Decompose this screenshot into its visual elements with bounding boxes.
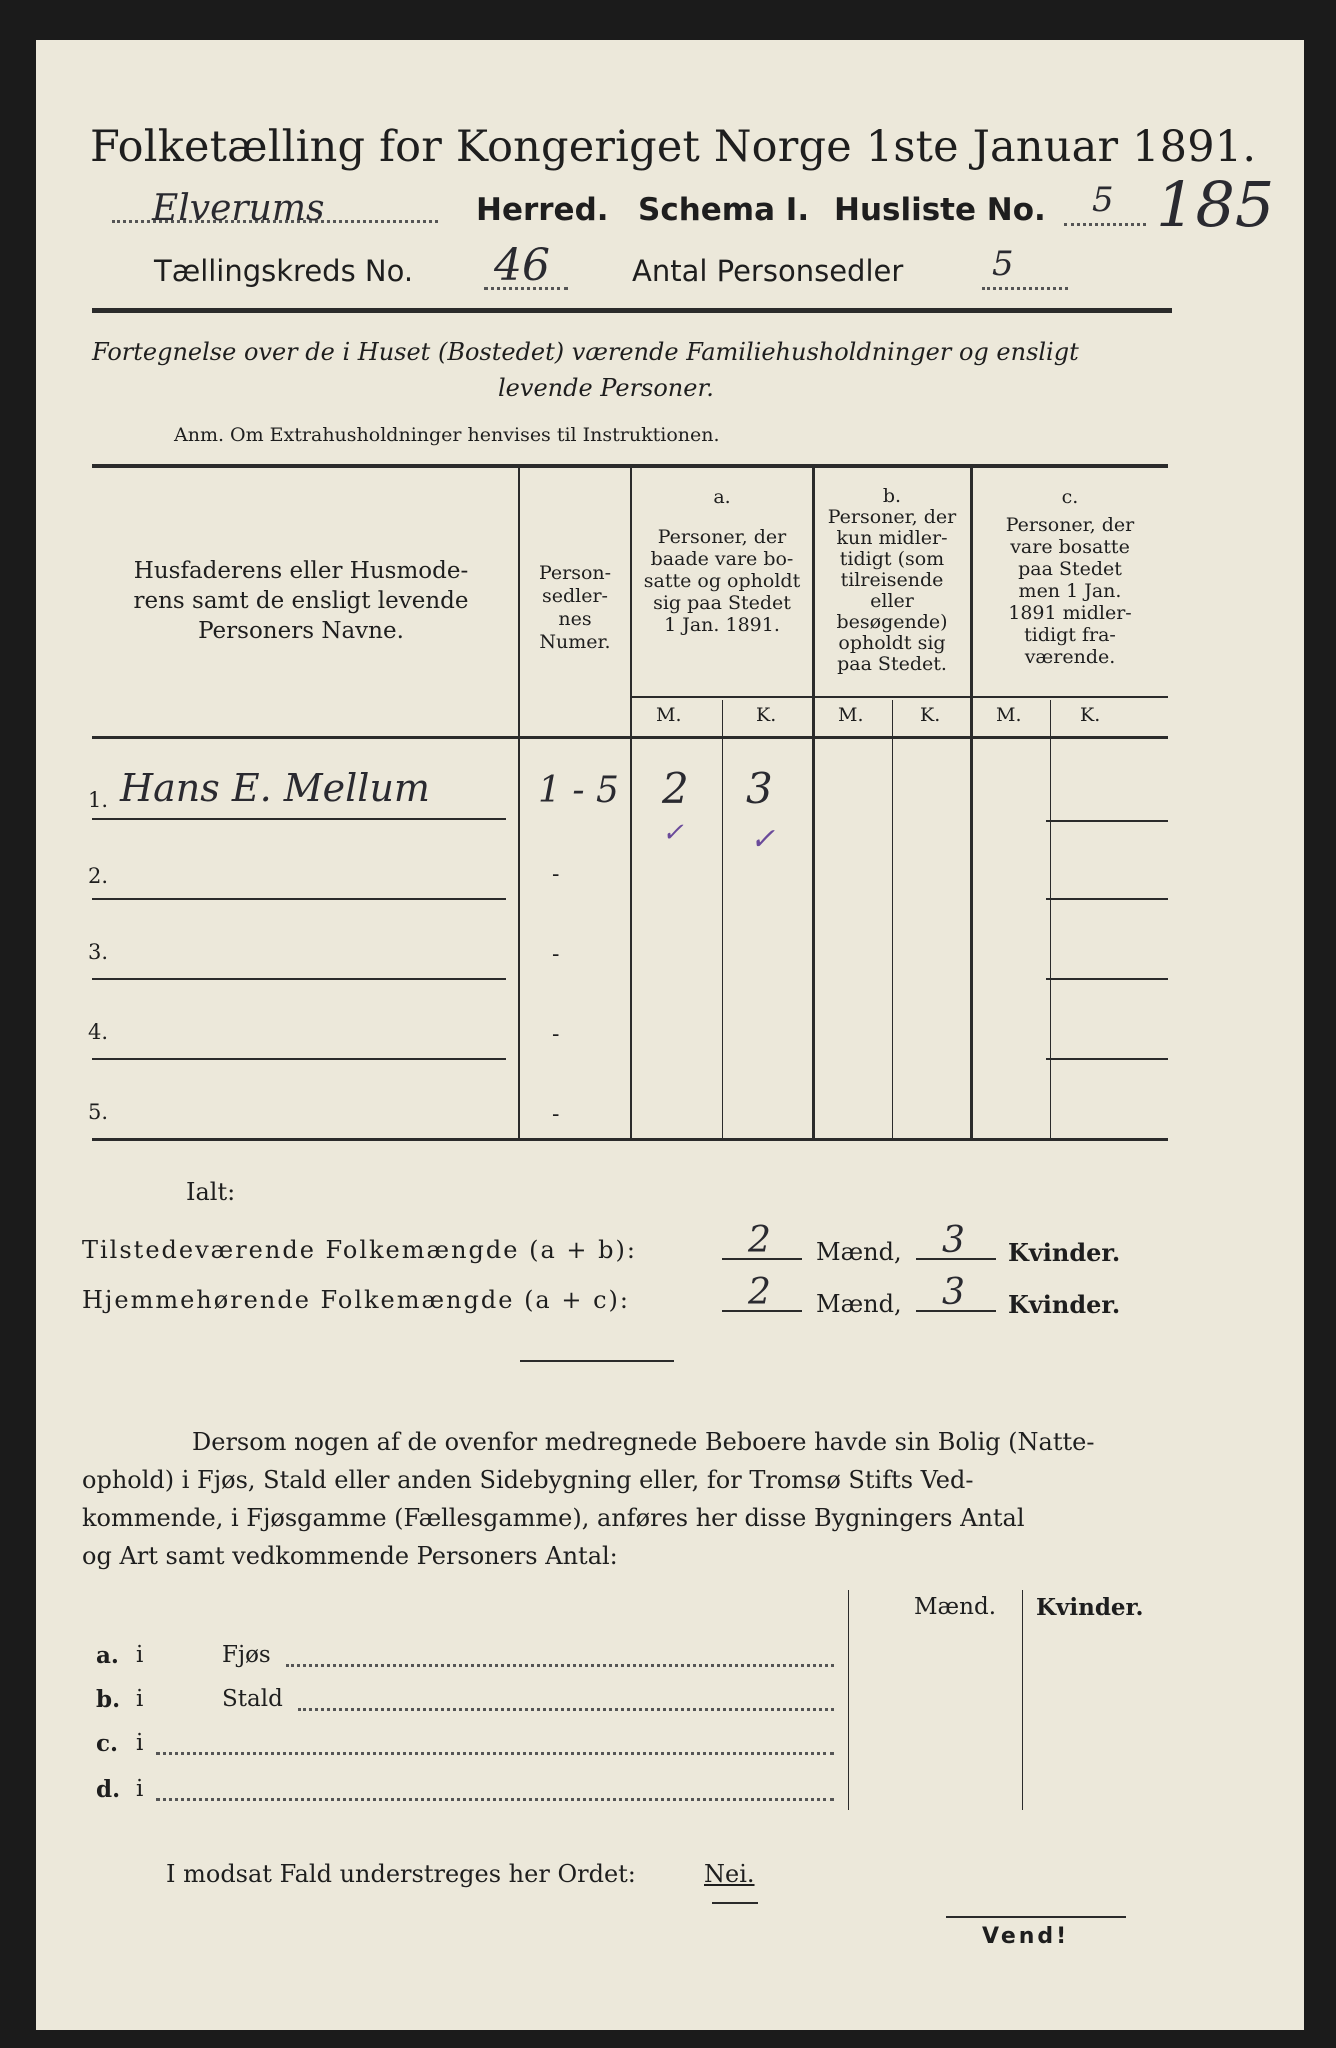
tilstede-kvinder-value: 3 [942,1220,965,1261]
paragraph-line4: og Art samt vedkommende Personers Antal: [82,1542,618,1570]
nei-underline [712,1902,758,1904]
row4-rule [92,1058,506,1060]
table-row-1-personsedler: 1 - 5 [538,770,619,811]
page-number: 185 [1156,168,1275,241]
col-divider-b-mk [892,700,893,1140]
mk-b-k: K. [920,704,941,726]
col-divider-b [970,468,973,1140]
building-a-label: Fjøs [222,1642,271,1668]
vend-label: Vend! [982,1924,1070,1949]
col-header-c: c. Personer, der vare bosatte paa Stedet men 1 Jan. 1891 midler- tidigt fra- værende. [1005,486,1135,668]
husliste-dotted-line [1064,223,1146,226]
table-row-3-personsedler: - [552,942,560,967]
kreds-label: Tællingskreds No. [154,254,414,288]
col-divider-a-mk [722,700,723,1140]
hjemme-maend-value: 2 [748,1272,771,1313]
table-row-1-a-m: 2 [662,764,689,813]
table-row-2-number: 2. [88,864,109,888]
row1-rule [92,818,506,820]
nei-instruction: I modsat Fald understreges her Ordet: [166,1860,636,1888]
mk-a-m: M. [656,704,682,726]
table-row-4-personsedler: - [552,1022,560,1047]
building-b-dotted-line [298,1708,834,1711]
col-header-b: b. Personer, der kun midler- tidigt (som tilreisende eller besøgende) opholdt sig paa Stedet. [827,485,957,675]
table-row-1-check-k: ✓ [750,822,776,857]
row2-rule-c [1046,898,1168,900]
ialt-label: Ialt: [186,1178,236,1206]
tilstede-kvinder-label: Kvinder. [1008,1238,1121,1267]
husliste-label: Husliste No. [834,192,1046,228]
tilstede-maend-value: 2 [748,1220,771,1261]
col-divider-name [518,468,520,1140]
building-c-letter: c. [96,1730,119,1757]
husliste-value: 5 [1092,180,1114,220]
form-title: Folketælling for Kongeriget Norge 1ste Januar 1891. [90,122,1257,172]
table-row-1-a-k: 3 [746,764,773,813]
hjemme-kvinder-value: 3 [942,1272,965,1313]
building-d-letter: d. [96,1776,121,1803]
table-row-5-personsedler: - [552,1102,560,1127]
table-row-2-personsedler: - [552,862,560,887]
building-b-prep: i [136,1686,144,1712]
col-header-name: Husfaderens eller Husmode- rens samt de ensligt levende Personers Navne. [133,558,469,644]
antal-value: 5 [992,244,1014,284]
table-row-4-number: 4. [88,1020,109,1044]
table-row-1-check-m: ✓ [662,818,684,848]
table-row-1-number: 1. [88,788,109,812]
buildings-divider-right [1022,1590,1023,1810]
census-form-page [36,40,1304,2030]
subtitle-line1: Fortegnelse over de i Huset (Bostedet) værende Familiehusholdninger og ensligt [92,338,1079,366]
nei-word: Nei. [704,1860,755,1888]
building-a-letter: a. [96,1642,119,1669]
hjemme-kvinder-label: Kvinder. [1008,1290,1121,1319]
col-divider-num [630,468,632,1140]
herred-label: Herred. [476,192,609,228]
table-row-3-number: 3. [88,940,109,964]
table-row-5-number: 5. [88,1100,109,1124]
building-a-dotted-line [286,1664,834,1667]
antal-label: Antal Personsedler [632,254,904,288]
section-divider [520,1360,674,1362]
paragraph-line1: Dersom nogen af de ovenfor medregnede Beboere havde sin Bolig (Natte- [192,1428,1095,1456]
col-header-a: a. Personer, der baade vare bo- satte og opholdt sig paa Stedet 1 Jan. 1891. [643,486,801,636]
mk-b-m: M. [838,704,864,726]
tilstede-label: Tilstedeværende Folkemængde (a + b): [82,1236,637,1264]
header-rule [92,308,1172,313]
schema-label: Schema I. [638,192,810,228]
anm-note: Anm. Om Extrahusholdninger henvises til Instruktionen. [174,424,720,446]
table-row-1-name: Hans E. Mellum [120,766,430,810]
buildings-head-kvinder: Kvinder. [1036,1594,1144,1621]
mk-c-k: K. [1080,704,1101,726]
building-a-prep: i [136,1642,144,1668]
paragraph-line2: ophold) i Fjøs, Stald eller anden Sidebygning eller, for Tromsø Stifts Ved- [82,1466,974,1494]
row4-rule-c [1046,1058,1168,1060]
paragraph-line3: kommende, i Fjøsgamme (Fællesgamme), anføres her disse Bygningers Antal [82,1504,1025,1532]
hjemme-label: Hjemmehørende Folkemængde (a + c): [82,1286,630,1314]
row2-rule [92,898,506,900]
mk-c-m: M. [996,704,1022,726]
buildings-divider-left [848,1590,849,1810]
row3-rule [92,978,506,980]
building-b-letter: b. [96,1686,121,1713]
col-divider-a [812,468,815,1140]
row3-rule-c [1046,978,1168,980]
building-d-dotted-line [156,1798,834,1801]
row1-rule-c [1046,820,1168,822]
mk-a-k: K. [756,704,777,726]
subtitle-line2: levende Personer. [498,374,714,402]
col-divider-c-mk [1050,700,1051,1140]
antal-dotted-line [982,287,1068,290]
herred-name: Elverums [152,188,325,229]
kreds-value: 46 [494,240,550,291]
col-header-num: Person- sedler- nes Numer. [538,562,612,653]
vend-rule [946,1916,1126,1918]
hjemme-maend-label: Mænd, [816,1290,902,1318]
building-c-prep: i [136,1730,144,1756]
mk-rule [632,696,1168,698]
buildings-head-maend: Mænd. [914,1594,997,1620]
tilstede-maend-label: Mænd, [816,1238,902,1266]
building-c-dotted-line [156,1752,834,1755]
building-d-prep: i [136,1776,144,1802]
building-b-label: Stald [222,1686,283,1712]
